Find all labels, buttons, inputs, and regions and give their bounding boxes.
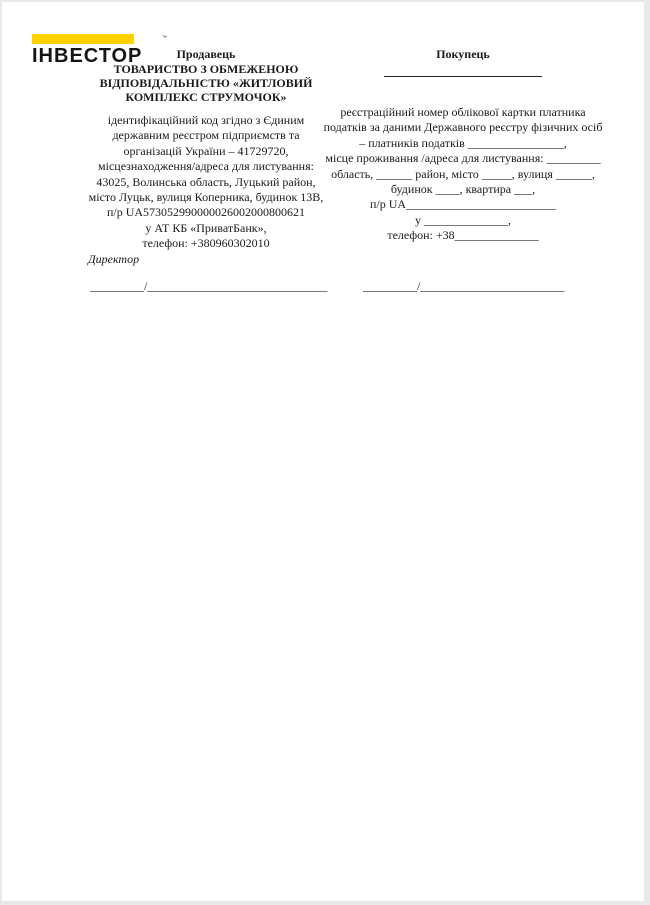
document-page bbox=[2, 2, 644, 901]
seller-title: Продавець bbox=[176, 47, 236, 61]
buyer-detail-line: місце проживання /адреса для листування: _________ bbox=[325, 151, 601, 166]
seller-detail-line: місто Луцьк, вулиця Коперника, будинок 13В, bbox=[88, 190, 324, 205]
seller-block bbox=[86, 47, 326, 252]
seller-detail-line: телефон: +380960302010 bbox=[142, 236, 270, 251]
buyer-detail-line: у ______________, bbox=[415, 212, 511, 227]
seller-name-line: ВІДПОВІДАЛЬНІСТЮ «ЖИТЛОВИЙ bbox=[99, 76, 313, 90]
buyer-detail-line: реєстраційний номер облікової картки платника bbox=[340, 105, 586, 119]
buyer-title: Покупець bbox=[436, 47, 490, 61]
logo-trademark: ™ bbox=[162, 35, 167, 41]
seller-detail-line: у АТ КБ «ПриватБанк», bbox=[145, 220, 267, 235]
seller-detail-line: п/р UA573052990000026002000800621 bbox=[106, 205, 306, 220]
seller-detail-line: державним реєстром підприємств та bbox=[112, 128, 300, 143]
logo-text: ІНВЕСТОР bbox=[32, 45, 143, 67]
buyer-detail-line: – платників податків ________________, bbox=[359, 135, 567, 150]
director-label: Директор bbox=[88, 252, 140, 266]
buyer-name-underline bbox=[384, 62, 542, 77]
seller-detail-line: ідентифікаційний код згідно з Єдиним bbox=[107, 113, 305, 127]
seller-name-line: ТОВАРИСТВО З ОБМЕЖЕНОЮ bbox=[113, 62, 299, 76]
buyer-block bbox=[320, 47, 606, 244]
logo-yellow-bar bbox=[32, 34, 134, 44]
seller-org-name bbox=[86, 62, 326, 104]
seller-signature-line: _________/______________________________ bbox=[90, 279, 328, 293]
seller-detail-line: місцезнаходження/адреса для листування: bbox=[98, 159, 314, 174]
seller-detail-line: 43025, Волинська область, Луцький район, bbox=[96, 174, 316, 189]
seller-detail-line: організацій України – 41729720, bbox=[123, 143, 289, 158]
buyer-detail-line: податків за даними Державного реєстру фізичних осіб bbox=[323, 120, 603, 135]
buyer-detail-line: п/р UA_________________________ bbox=[369, 197, 557, 212]
buyer-detail-line: будинок ____, квартира ___, bbox=[390, 182, 536, 197]
seller-name-line: КОМПЛЕКС СТРУМОЧОК» bbox=[125, 90, 287, 104]
buyer-signature-line: _________/________________________ bbox=[363, 279, 565, 293]
buyer-detail-line: область, ______ район, місто _____, вулиця ______, bbox=[331, 166, 595, 181]
buyer-detail-line: телефон: +38______________ bbox=[387, 228, 539, 243]
